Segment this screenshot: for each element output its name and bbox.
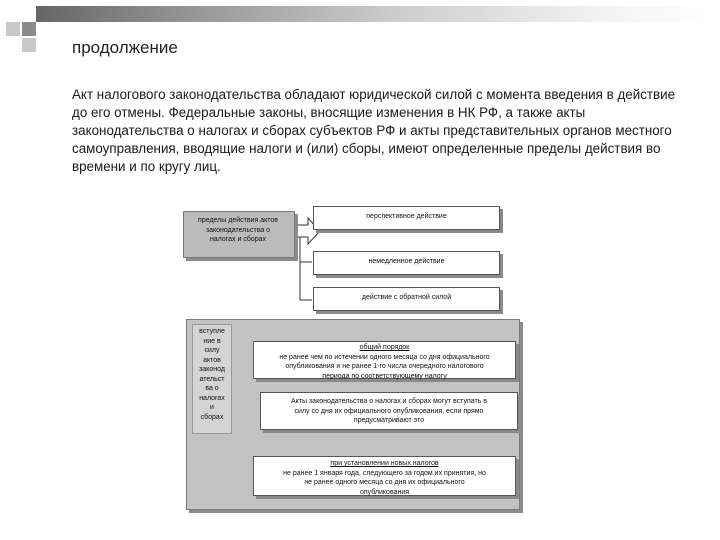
new-taxes-line-2: не ранее одного месяца со дня их официального [304, 479, 465, 487]
effect-prospective [313, 206, 500, 230]
general-order-line-3: периода по соответствующему налогу [322, 372, 447, 380]
effect-immediate [313, 251, 500, 275]
entry-line-7: ва о [205, 385, 219, 392]
entry-line-3: силу [204, 347, 220, 354]
entry-label-text [192, 327, 232, 422]
effect-prospective-label: перспективное действие [366, 213, 447, 220]
limits-box-text [186, 216, 290, 245]
limits-line-1: пределы действия актов [198, 217, 278, 224]
slide-paragraph: Акт налогового законодательства обладают юридической силой с момента введения в действие до его отмены. Федеральные законы, вносящие изменения в НК РФ, а также акты законодательства о налогах и сборах субъектов РФ и акты представительных органов местного самоуправления, вводящие налоги и (или) сборы, имеют определенные пределы действия во времени и по кругу лиц. [72, 87, 676, 174]
entry-line-10: сборах [200, 413, 224, 421]
entry-line-1: вступле [199, 328, 225, 335]
entry-line-6: ательст [199, 375, 225, 383]
new-taxes-heading: при установлении новых налогов [330, 460, 439, 467]
effect-retroactive [313, 287, 500, 311]
general-order-box [253, 341, 516, 379]
general-order-line-2: опубликования и не ранее 1-го числа очередного налогового [285, 363, 484, 371]
slide-title: продолжение [72, 38, 178, 57]
immediate-entry-box [260, 392, 518, 430]
entry-line-4: актов [203, 356, 221, 364]
entry-line-8: налогах [199, 394, 225, 402]
effect-immediate-label: немедленное действие [368, 258, 445, 265]
immediate-entry-line-2: силу со дня их официального опубликования, если прямо [294, 407, 484, 415]
immediate-entry-line-1: Акты законодательства о налогах и сборах могут вступать в [290, 398, 488, 405]
limits-line-3: налогах и сборах [209, 236, 267, 243]
entry-line-9: и [210, 404, 214, 411]
general-order-line-1: не ранее чем по истечении одного месяца со дня официального [279, 353, 490, 361]
new-taxes-line-1: не ранее 1 января года, следующего за годом их принятия, но [283, 469, 486, 477]
entry-line-5: законод [199, 366, 225, 373]
limits-line-2: законодательства о [205, 226, 271, 234]
general-order-heading: общий порядок [359, 344, 410, 351]
new-taxes-box [253, 456, 516, 496]
new-taxes-line-3: опубликования [359, 488, 410, 496]
entry-line-2: ние в [203, 337, 221, 345]
effect-retroactive-label: действие с обратной силой [361, 294, 452, 301]
immediate-entry-line-3: предусматривают это [353, 417, 425, 425]
